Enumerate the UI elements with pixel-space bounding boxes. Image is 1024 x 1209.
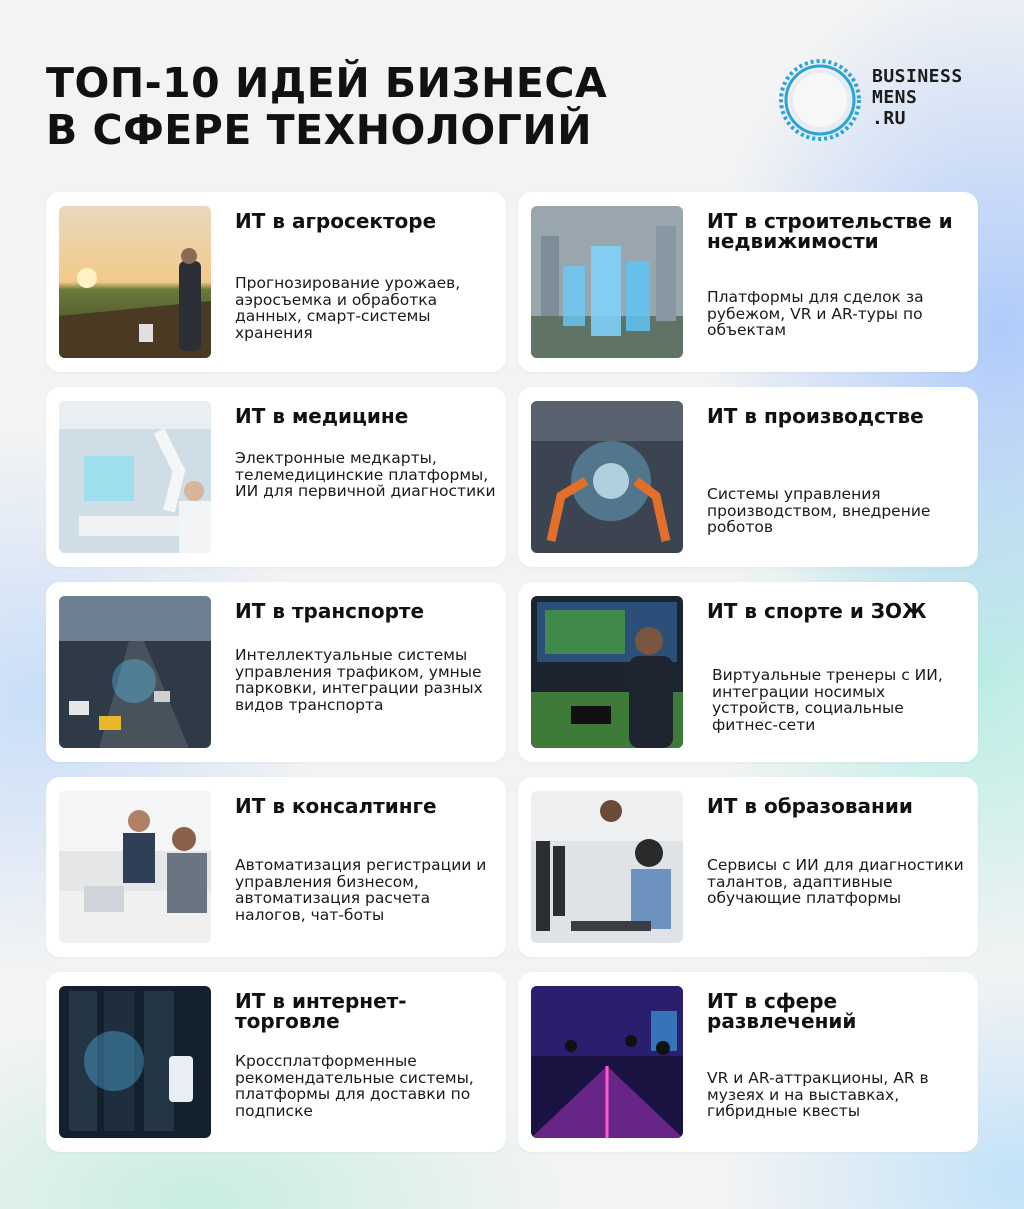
card-title: ИТ в интернет-торговле — [235, 989, 407, 1033]
vr-arena-photo — [531, 986, 683, 1138]
card-description: Прогнозирование урожаев, аэросъемка и обработка данных, смарт-системы хранения — [235, 274, 461, 342]
card-title: ИТ в строительстве и недвижимости — [707, 209, 953, 253]
card-construction — [518, 192, 978, 372]
card-manufacturing — [518, 387, 978, 567]
card-entertainment — [518, 972, 978, 1152]
card-sport — [518, 582, 978, 762]
card-medicine — [46, 387, 506, 567]
card-description: Электронные медкарты, телемедицинские платформы, ИИ для первичной диагностики — [235, 449, 496, 500]
smart-city-photo — [531, 206, 683, 358]
factory-robots-photo — [531, 401, 683, 553]
logo-line-1: BUSINESS — [872, 66, 963, 87]
card-description: Виртуальные тренеры с ИИ, интеграции носимых устройств, социальные фитнес-сети — [712, 666, 943, 734]
agriculture-photo — [59, 206, 211, 358]
card-description: Платформы для сделок за рубежом, VR и AR-туры по объектам — [707, 288, 924, 339]
card-title: ИТ в агросекторе — [235, 209, 437, 233]
card-title: ИТ в образовании — [707, 794, 913, 818]
card-title: ИТ в сфере развлечений — [707, 989, 857, 1033]
card-description: VR и AR-аттракционы, AR в музеях и на выставках, гибридные квесты — [707, 1069, 929, 1120]
logo-line-3: .RU — [872, 108, 907, 129]
card-title: ИТ в транспорте — [235, 599, 425, 623]
card-description: Интеллектуальные системы управления трафиком, умные парковки, интеграции разных видов транспорта — [235, 646, 483, 714]
medical-robot-photo — [59, 401, 211, 553]
card-description: Кроссплатформенные рекомендательные системы, платформы для доставки по подписке — [235, 1052, 474, 1120]
card-title: ИТ в консалтинге — [235, 794, 437, 818]
logo-line-2: MENS — [872, 87, 918, 108]
page-title — [46, 60, 607, 154]
card-title: ИТ в спорте и ЗОЖ — [707, 599, 927, 623]
sport-tablet-photo — [531, 596, 683, 748]
logo-text — [872, 66, 963, 129]
card-title: ИТ в медицине — [235, 404, 409, 428]
gear-ring-logo-icon — [778, 58, 862, 142]
classroom-computers-photo — [531, 791, 683, 943]
card-education — [518, 777, 978, 957]
card-agriculture — [46, 192, 506, 372]
smart-traffic-photo — [59, 596, 211, 748]
page-title-line-1: ТОП-10 ИДЕЙ БИЗНЕСА — [46, 59, 608, 107]
page-title-line-2: В СФЕРЕ ТЕХНОЛОГИЙ — [46, 106, 593, 154]
card-ecommerce — [46, 972, 506, 1152]
server-ecommerce-photo — [59, 986, 211, 1138]
card-description: Сервисы с ИИ для диагностики талантов, адаптивные обучающие платформы — [707, 856, 964, 907]
card-description: Системы управления производством, внедрение роботов — [707, 485, 931, 536]
card-transport — [46, 582, 506, 762]
businessmens-logo[interactable] — [778, 58, 988, 142]
card-consulting — [46, 777, 506, 957]
card-title: ИТ в производстве — [707, 404, 924, 428]
consulting-team-photo — [59, 791, 211, 943]
card-description: Автоматизация регистрации и управления бизнесом, автоматизация расчета налогов, чат-боты — [235, 856, 487, 924]
